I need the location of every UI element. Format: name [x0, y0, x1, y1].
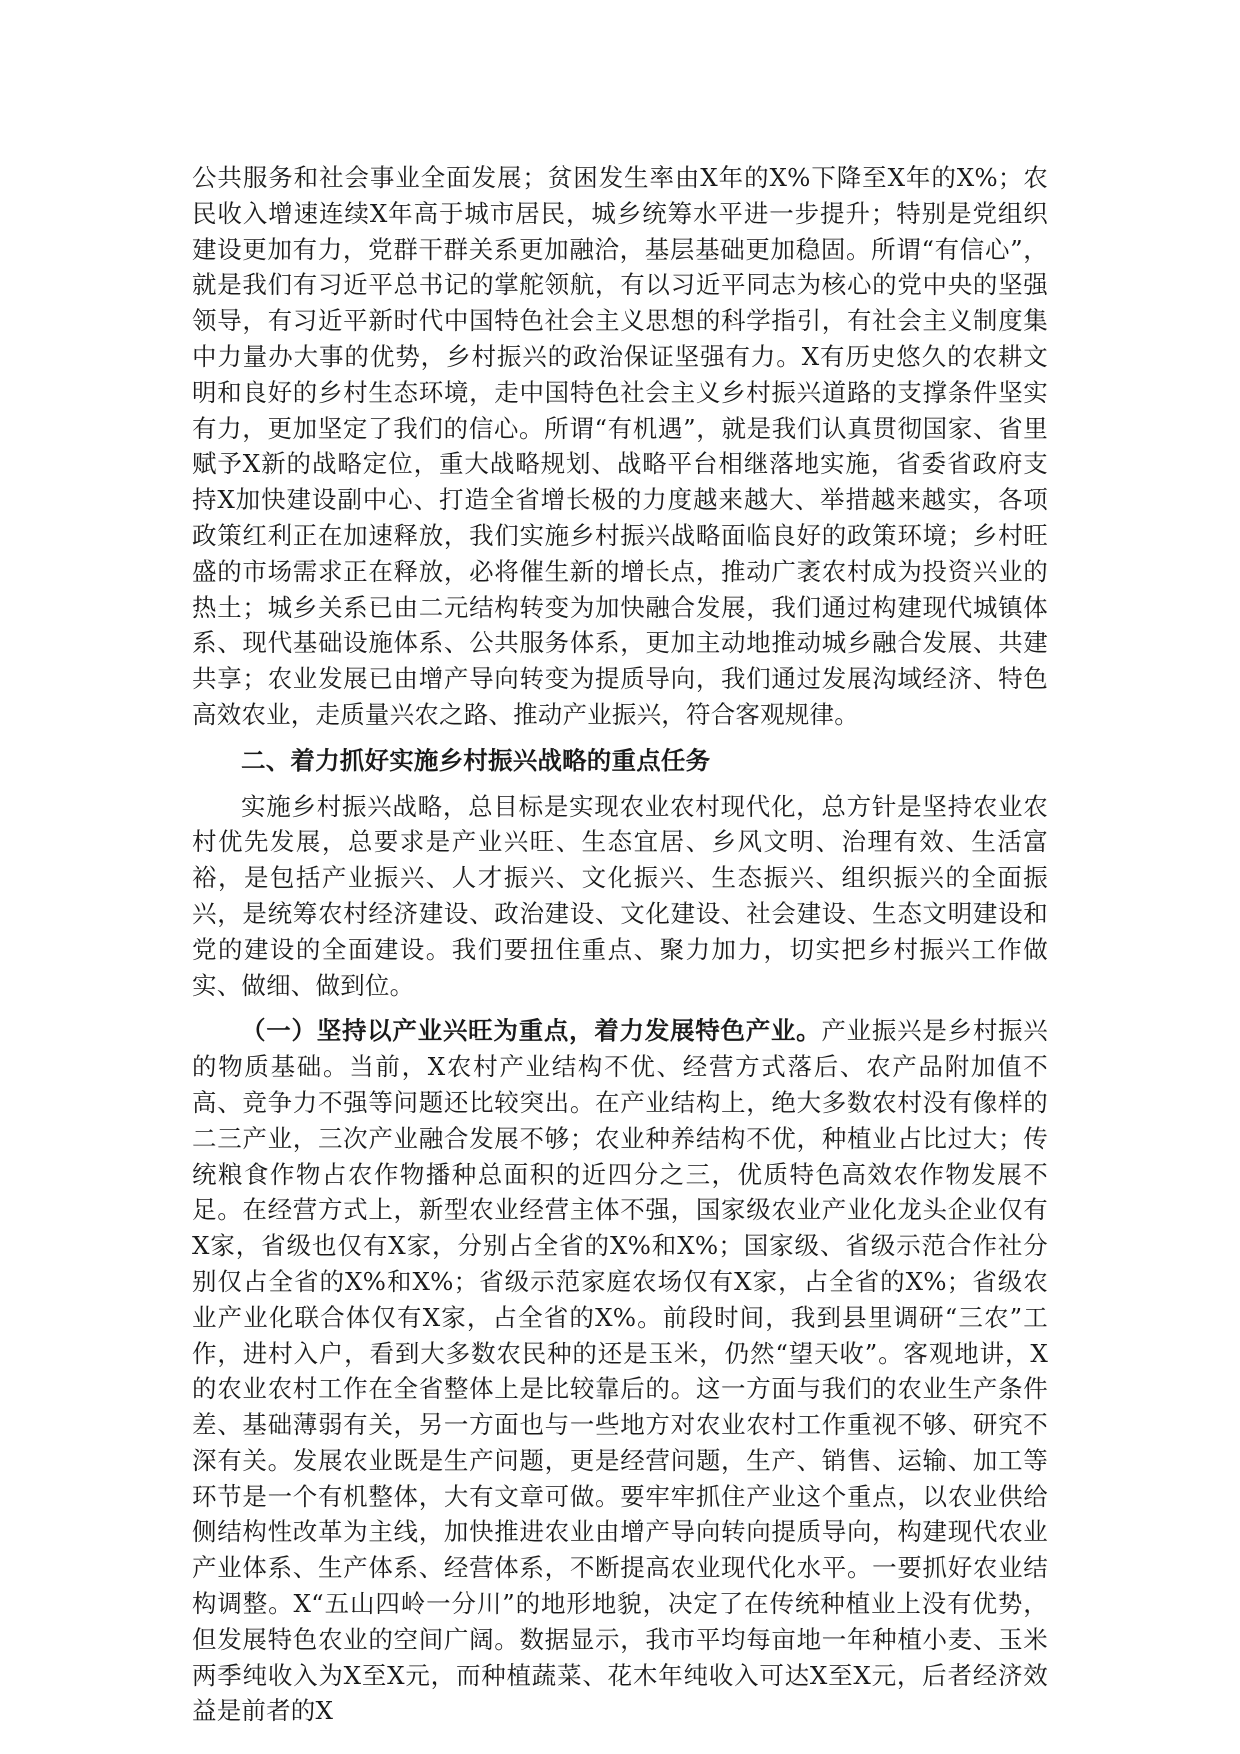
subsection-heading: （一）坚持以产业兴旺为重点，着力发展特色产业。 [241, 1016, 822, 1046]
document-body [192, 160, 1048, 1729]
section-heading: 二、着力抓好实施乡村振兴战略的重点任务 [241, 745, 711, 775]
body-paragraph: 实施乡村振兴战略，总目标是实现农业农村现代化，总方针是坚持农业农村优先发展，总要求是产业兴旺、生态宜居、乡风文明、治理有效、生活富裕，是包括产业振兴、人才振兴、文化振兴、生态振兴、组织振兴的全面振兴，是统筹农村经济建设、政治建设、文化建设、社会建设、生态文明建设和党的建设的全面建设。我们要扭住重点、聚力加力，切实把乡村振兴工作做实、做细、做到位。 [192, 791, 1048, 1000]
body-paragraph [192, 1013, 1048, 1729]
body-paragraph-text: 产业振兴是乡村振兴的物质基础。当前，X农村产业结构不优、经营方式落后、农产品附加值不高、竞争力不强等问题还比较突出。在产业结构上，绝大多数农村没有像样的二三产业，三次产业融合发展不够；农业种养结构不优，种植业占比过大；传统粮食作物占农作物播种总面积的近四分之三，优质特色高效农作物发展不足。在经营方式上，新型农业经营主体不强，国家级农业产业化龙头企业仅有X家，省级也仅有X家，分别占全省的X%和X%；国家级、省级示范合作社分别仅占全省的X%和X%；省级示范家庭农场仅有X家，占全省的X%；省级农业产业化联合体仅有X家，占全省的X%。前段时间，我到县里调研“三农”工作，进村入户，看到大多数农民种的还是玉米，仍然“望天收”。客观地讲，X的农业农村工作在全省整体上是比较靠后的。这一方面与我们的农业生产条件差、基础薄弱有关，另一方面也与一些地方对农业农村工作重视不够、研究不深有关。发展农业既是生产问题，更是经营问题，生产、销售、运输、加工等环节是一个有机整体，大有文章可做。要牢牢抓住产业这个重点，以农业供给侧结构性改革为主线，加快推进农业由增产导向转向提质导向，构建现代农业产业体系、生产体系、经营体系，不断提高农业现代化水平。一要抓好农业结构调整。X“五山四岭一分川”的地形地貌，决定了在传统种植业上没有优势，但发展特色农业的空间广阔。数据显示，我市平均每亩地一年种植小麦、玉米两季纯收入为X至X元，而种植蔬菜、花木年纯收入可达X至X元，后者经济效益是前者的X [192, 1016, 1048, 1726]
body-paragraph: 公共服务和社会事业全面发展；贫困发生率由X年的X%下降至X年的X%；农民收入增速连续X年高于城市居民，城乡统筹水平进一步提升；特别是党组织建设更加有力，党群干群关系更加融洽，基层基础更加稳固。所谓“有信心”，就是我们有习近平总书记的掌舵领航，有以习近平同志为核心的党中央的坚强领导，有习近平新时代中国特色社会主义思想的科学指引，有社会主义制度集中力量办大事的优势，乡村振兴的政治保证坚强有力。X有历史悠久的农耕文明和良好的乡村生态环境，走中国特色社会主义乡村振兴道路的支撑条件坚实有力，更加坚定了我们的信心。所谓“有机遇”，就是我们认真贯彻国家、省里赋予X新的战略定位，重大战略规划、战略平台相继落地实施，省委省政府支持X加快建设副中心、打造全省增长极的力度越来越大、举措越来越实，各项政策红利正在加速释放，我们实施乡村振兴战略面临良好的政策环境；乡村旺盛的市场需求正在释放，必将催生新的增长点，推动广袤农村成为投资兴业的热土；城乡关系已由二元结构转变为加快融合发展，我们通过构建现代城镇体系、现代基础设施体系、公共服务体系，更加主动地推动城乡融合发展、共建共享；农业发展已由增产导向转变为提质导向，我们通过发展沟域经济、特色高效农业，走质量兴农之路、推动产业振兴，符合客观规律。 [192, 163, 1048, 729]
